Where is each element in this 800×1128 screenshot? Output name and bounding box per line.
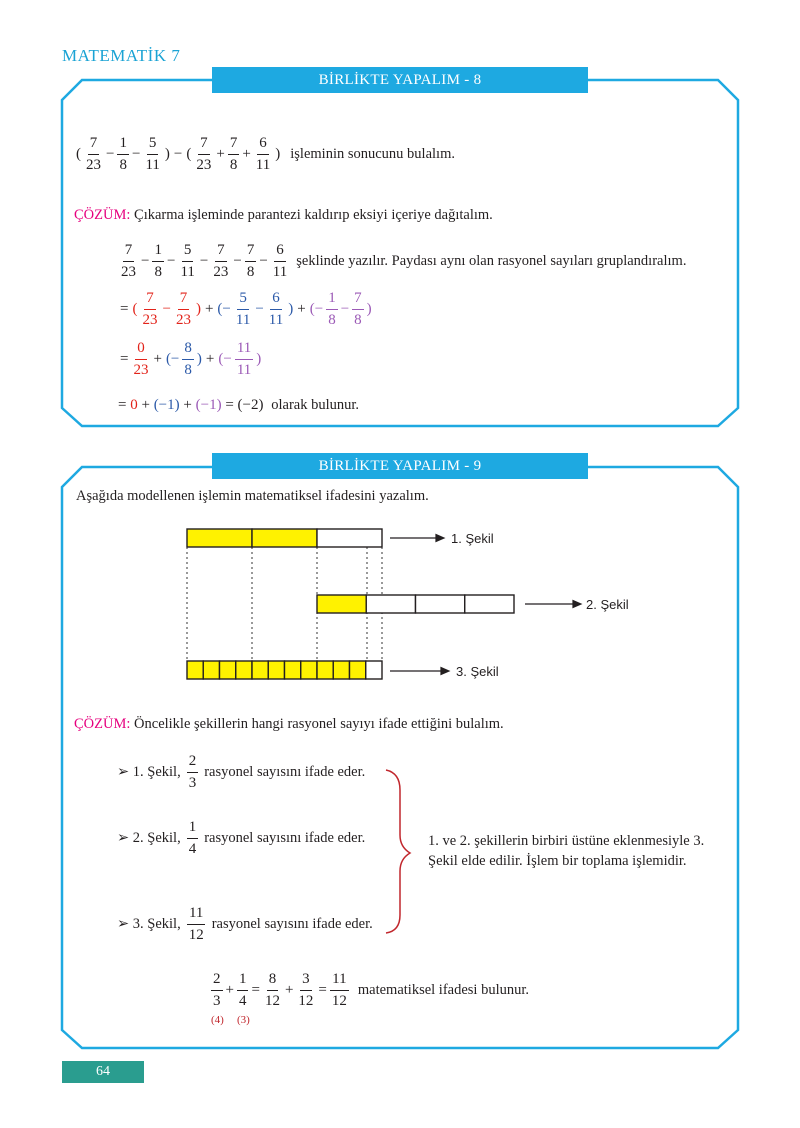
filled-part xyxy=(317,661,333,679)
math-fraction: $\frac{1}{8}$ xyxy=(328,290,336,328)
math-fraction: 2 3 xyxy=(188,753,197,791)
filled-part xyxy=(350,661,366,679)
section9-banner: BİRLİKTE YAPALIM - 9 xyxy=(212,453,588,479)
expansion-label-2: (3) xyxy=(237,1014,250,1026)
math-operator: + xyxy=(216,146,225,162)
cozum-text: Çıkarma işleminde parantezi kaldırıp eksiyi içeriye dağıtalım. xyxy=(134,207,493,223)
math-fraction: $\frac{1}{4}$ xyxy=(238,971,247,1009)
final-text: matematiksel ifadesi bulunur. xyxy=(357,982,530,998)
math-fraction: $\frac{11}{11}$ xyxy=(236,340,252,378)
empty-part xyxy=(465,595,514,613)
math-paren-open: ( xyxy=(186,146,192,162)
math-fraction: $\frac{5}{11}$ xyxy=(180,242,195,280)
math-fraction: $\frac{7}{8}$ xyxy=(229,135,238,173)
math-fraction: $\frac{6}{11}$ xyxy=(272,242,288,280)
math-fraction: $\frac{6}{11}$ xyxy=(268,290,284,328)
empty-part xyxy=(366,661,382,679)
cozum-line-9 xyxy=(74,715,504,733)
cozum-text: Öncelikle şekillerin hangi rasyonel sayıyı ifade ettiğini bulalım. xyxy=(134,716,504,732)
math-fraction: $\frac{7}{23}$ xyxy=(213,242,229,280)
item-shape-3: ➢ 3. Şekil, 11 12 rasyonel sayısını ifade eder. xyxy=(117,905,373,943)
curly-brace xyxy=(380,765,420,935)
math-fraction: $\frac{6}{11}$ xyxy=(255,135,271,173)
note-line-1: 1. ve 2. şekillerin birbiri üstüne eklenmesiyle 3. xyxy=(428,833,705,849)
arrow-head xyxy=(436,535,444,542)
math-operator: − xyxy=(106,146,115,162)
expansion-label-1: (4) xyxy=(211,1014,224,1026)
math-fraction: $\frac{11}{12}$ xyxy=(331,971,347,1009)
math-fraction: $\frac{7}{8}$ xyxy=(246,242,255,280)
shape-1-label: 1. Şekil xyxy=(451,531,494,546)
solution-line-3: = $\frac{0}{23}$ + (− $\frac{8}{8}$ ) + (− $\frac{11}{11}$ ) xyxy=(120,340,262,378)
page-number: 64 xyxy=(62,1061,144,1083)
cozum-label: ÇÖZÜM: xyxy=(74,716,131,732)
math-fraction: 7 23 xyxy=(142,290,158,328)
math-fraction: 7 23 xyxy=(196,135,212,173)
filled-part xyxy=(236,661,252,679)
filled-part xyxy=(301,661,317,679)
filled-part xyxy=(187,661,203,679)
math-fraction: $\frac{1}{8}$ xyxy=(119,135,127,173)
math-paren-open: ( xyxy=(76,146,81,162)
filled-part xyxy=(317,595,366,613)
problem-text: işleminin sonucunu bulalım. xyxy=(290,146,455,162)
section8-banner: BİRLİKTE YAPALIM - 8 xyxy=(212,67,588,93)
empty-part xyxy=(317,529,382,547)
line1-text: şeklinde yazılır. Paydası aynı olan rasyonel sayıları gruplandıralım. xyxy=(296,253,687,269)
filled-part xyxy=(285,661,301,679)
filled-part xyxy=(187,529,252,547)
arrow-head xyxy=(573,601,581,608)
math-fraction: $\frac{0}{23}$ xyxy=(133,340,149,378)
empty-part xyxy=(366,595,415,613)
filled-part xyxy=(203,661,219,679)
math-fraction: $\frac{8}{12}$ xyxy=(264,971,280,1009)
filled-part xyxy=(252,529,317,547)
math-fraction: $\frac{5}{11}$ xyxy=(145,135,160,173)
math-paren-close: ) xyxy=(275,146,281,162)
solution-line-4: = 0 + (−1) + (−1) = (−2) olarak bulunur. xyxy=(118,397,360,413)
filled-part xyxy=(252,661,268,679)
math-fraction: 1 4 xyxy=(188,819,197,857)
math-fraction: 7 23 xyxy=(121,242,136,280)
note-line-2: Şekil elde edilir. İşlem bir toplama işlemidir. xyxy=(428,853,687,869)
section9-intro: Aşağıda modellenen işlemin matematiksel ifadesini yazalım. xyxy=(76,488,429,504)
math-operator: − xyxy=(131,146,141,162)
empty-part xyxy=(416,595,465,613)
math-fraction: 2 3 xyxy=(213,971,221,1009)
shape-3-label: 3. Şekil xyxy=(456,664,499,679)
filled-part xyxy=(333,661,349,679)
math-fraction: $\frac{7}{23}$ xyxy=(175,290,191,328)
book-title: MATEMATİK 7 xyxy=(62,46,181,65)
math-operator: ) xyxy=(164,146,170,162)
math-operator: − xyxy=(173,146,183,162)
item-shape-1: ➢ 1. Şekil, 2 3 rasyonel sayısını ifade eder. xyxy=(117,753,366,791)
math-fraction: $\frac{7}{8}$ xyxy=(354,290,362,328)
math-fraction: 11 12 xyxy=(188,905,204,943)
shape-2-bar xyxy=(317,595,514,613)
math-fraction: $\frac{3}{12}$ xyxy=(298,971,314,1009)
solution-line-2: = ( 7 23 − $\frac{7}{23}$ ) + (− $\frac{5}{11}$ − $\frac{6}{11}$ ) + (− $\frac{1}{8}$ − $\frac{7}{8}$ ) xyxy=(120,290,372,328)
arrow-head xyxy=(441,668,449,675)
math-fraction: $\frac{8}{8}$ xyxy=(184,340,192,378)
filled-part xyxy=(268,661,284,679)
filled-part xyxy=(220,661,236,679)
shape-2-label: 2. Şekil xyxy=(586,597,629,612)
math-operator: + xyxy=(242,146,251,162)
cozum-label: ÇÖZÜM: xyxy=(74,207,131,223)
solution-line-1: 7 23 − $\frac{1}{8}$ − $\frac{5}{11}$ − $\frac{7}{23}$ − $\frac{7}{8}$ − $\frac{6}{11}$ şeklinde yazılır. Paydası aynı olan rasyonel sayıları gruplandıralım. xyxy=(121,242,687,280)
shape-3-bar xyxy=(187,661,382,679)
math-fraction: $\frac{5}{11}$ xyxy=(235,290,251,328)
math-fraction: $\frac{1}{8}$ xyxy=(154,242,162,280)
math-fraction: 7 23 xyxy=(86,135,101,173)
final-expression: 2 3 + $\frac{1}{4}$ = $\frac{8}{12}$ + $\frac{3}{12}$ = $\frac{11}{12}$ matematiksel ifadesi bulunur. xyxy=(213,971,530,1009)
shape-1-bar xyxy=(187,529,382,547)
item-shape-2: ➢ 2. Şekil, 1 4 rasyonel sayısını ifade eder. xyxy=(117,819,366,857)
